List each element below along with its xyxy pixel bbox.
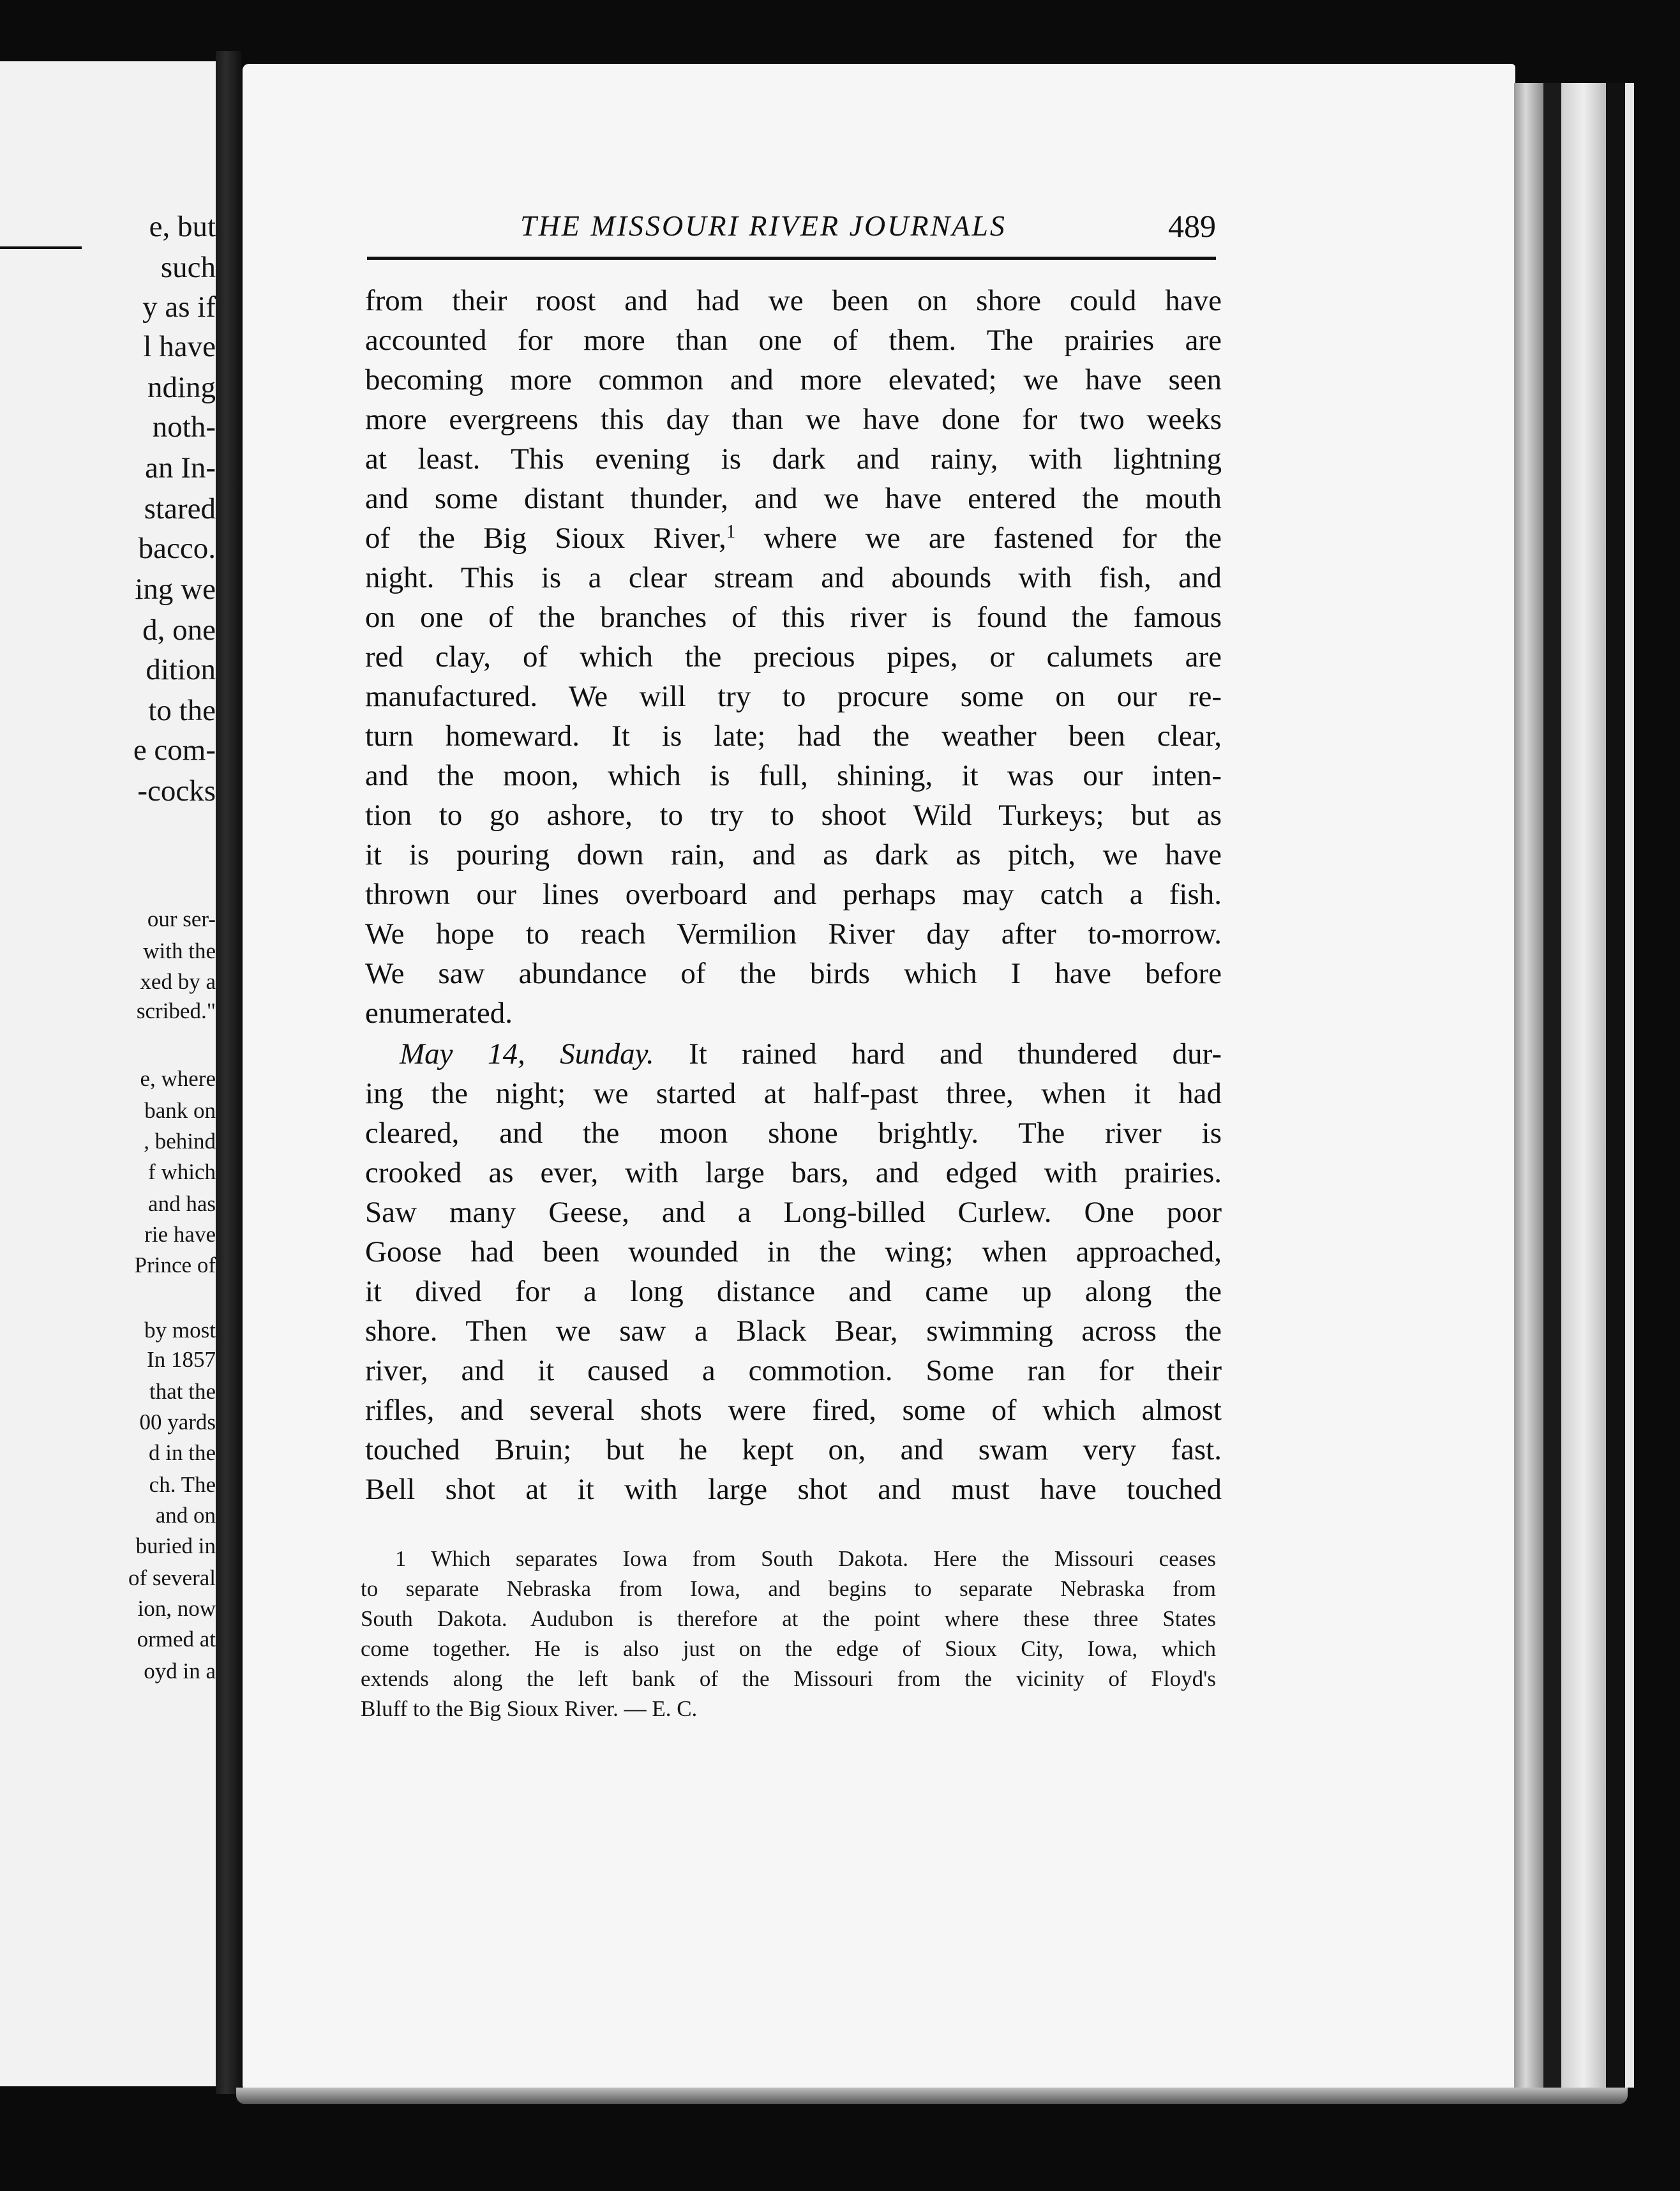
facing-left-page: [0, 61, 216, 2086]
page-edge: [1625, 83, 1634, 2088]
left-page-line: Prince of: [134, 1253, 216, 1277]
left-page-header-rule: [0, 246, 82, 249]
footnote-line: Bluff to the Big Sioux River. — E. C.: [361, 1696, 698, 1721]
footnote-line: come together. He is also just on the edge of Sioux City, Iowa, which: [361, 1636, 1216, 1661]
left-page-line: rie have: [144, 1222, 216, 1247]
left-page-line: y as if: [142, 290, 216, 324]
footnote-line: to separate Nebraska from Iowa, and begins to separate Nebraska from: [361, 1576, 1216, 1601]
left-page-line: stared: [144, 492, 216, 525]
page-edge-shadow: [1543, 83, 1561, 2088]
left-page-line: f which: [148, 1159, 216, 1184]
left-page-line: , behind: [144, 1129, 216, 1154]
text-line: it dived for a long distance and came up along the: [365, 1275, 1222, 1308]
left-page-line: nding: [147, 371, 216, 404]
text-run: It rained hard and thundered dur-: [654, 1037, 1222, 1071]
left-page-line: buried in: [135, 1533, 216, 1558]
left-page-line: with the: [143, 938, 216, 963]
text-line: ing the night; we started at half-past three, when it had: [365, 1077, 1222, 1110]
page-bottom-edge: [236, 2088, 1628, 2104]
text-line: Bell shot at it with large shot and must have touched: [365, 1473, 1222, 1506]
left-page-line: and on: [155, 1503, 216, 1528]
footnote-line: extends along the left bank of the Missouri from the vicinity of Floyd's: [361, 1666, 1216, 1691]
page-edge: [1561, 83, 1606, 2088]
left-page-line: oyd in a: [144, 1659, 216, 1683]
left-page-line: and has: [148, 1191, 216, 1216]
text-line-with-note-ref: [365, 518, 1222, 558]
left-page-line: e, but: [149, 210, 216, 243]
left-page-line: an In-: [145, 451, 216, 485]
text-line: and some distant thunder, and we have entered the mouth: [365, 482, 1222, 515]
text-line: red clay, of which the precious pipes, or calumets are: [365, 640, 1222, 674]
text-line: Goose had been wounded in the wing; when approached,: [365, 1235, 1222, 1269]
text-line: and the moon, which is full, shining, it was our inten-: [365, 759, 1222, 792]
footnote-reference: 1: [726, 521, 736, 542]
left-page-line: ion, now: [137, 1596, 216, 1621]
left-page-line: xed by a: [140, 969, 216, 994]
left-page-line: 00 yards: [139, 1410, 216, 1434]
text-line: cleared, and the moon shone brightly. The river is: [365, 1117, 1222, 1150]
text-line: more evergreens this day than we have done for two weeks: [365, 403, 1222, 436]
text-run: of the Big Sioux River,: [365, 522, 726, 555]
text-line: enumerated.: [365, 997, 513, 1030]
text-line: at least. This evening is dark and rainy, with lightning: [365, 442, 1222, 476]
left-page-line: e com-: [133, 734, 216, 767]
text-line: on one of the branches of this river is found the famous: [365, 601, 1222, 634]
page-edge-shadow: [1606, 83, 1625, 2088]
text-line: night. This is a clear stream and abounds with fish, and: [365, 561, 1222, 594]
left-page-line: our ser-: [147, 907, 216, 931]
diary-date-line: [365, 1034, 1222, 1074]
footnote-line: [361, 1544, 1216, 1574]
left-page-line: that the: [149, 1379, 216, 1404]
left-page-line: by most: [144, 1318, 216, 1343]
text-line: accounted for more than one of them. The prairies are: [365, 324, 1222, 357]
left-page-line: ormed at: [137, 1627, 216, 1652]
text-line: We saw abundance of the birds which I have before: [365, 957, 1222, 990]
left-page-line: ch. The: [149, 1472, 216, 1497]
text-run: where we are fastened for the: [735, 522, 1222, 555]
text-line: tion to go ashore, to try to shoot Wild Turkeys; but as: [365, 799, 1222, 832]
left-page-line: -cocks: [137, 774, 216, 808]
left-page-line: noth-: [152, 410, 216, 444]
left-page-line: to the: [148, 694, 216, 727]
left-page-line: such: [160, 251, 216, 284]
book-gutter: [216, 51, 241, 2094]
text-line: becoming more common and more elevated; we have seen: [365, 363, 1222, 396]
header-rule: [367, 257, 1216, 260]
left-page-line: d, one: [142, 614, 216, 647]
text-line: thrown our lines overboard and perhaps may catch a fish.: [365, 878, 1222, 911]
page-edge: [1514, 83, 1543, 2088]
text-line: turn homeward. It is late; had the weather been clear,: [365, 719, 1222, 753]
diary-date: May 14, Sunday.: [400, 1037, 654, 1071]
footnote-marker: 1: [395, 1546, 407, 1571]
text-run: Which separates Iowa from South Dakota. Here the Missouri ceases: [406, 1546, 1216, 1571]
left-page-line: l have: [143, 330, 216, 363]
running-title: THE MISSOURI RIVER JOURNALS: [520, 209, 1007, 242]
text-line: shore. Then we saw a Black Bear, swimming across the: [365, 1314, 1222, 1348]
left-page-line: bank on: [144, 1098, 216, 1123]
left-page-line: dition: [146, 653, 216, 686]
left-page-line: In 1857: [147, 1347, 216, 1372]
text-line: touched Bruin; but he kept on, and swam very fast.: [365, 1433, 1222, 1466]
left-page-line: d in the: [149, 1440, 216, 1465]
text-line: rifles, and several shots were fired, some of which almost: [365, 1394, 1222, 1427]
text-line: from their roost and had we been on shore could have: [365, 284, 1222, 317]
footnote-line: South Dakota. Audubon is therefore at the point where these three States: [361, 1606, 1216, 1631]
page-number: 489: [1168, 208, 1216, 244]
left-page-line: ing we: [135, 573, 216, 606]
left-page-line: bacco.: [138, 532, 216, 565]
text-line: Saw many Geese, and a Long-billed Curlew. One poor: [365, 1196, 1222, 1229]
text-line: manufactured. We will try to procure some on our re-: [365, 680, 1222, 713]
left-page-line: scribed.": [136, 998, 216, 1023]
text-line: We hope to reach Vermilion River day after to-morrow.: [365, 917, 1222, 951]
left-page-line: e, where: [140, 1066, 216, 1091]
text-line: it is pouring down rain, and as dark as pitch, we have: [365, 838, 1222, 871]
text-line: crooked as ever, with large bars, and edged with prairies.: [365, 1156, 1222, 1189]
left-page-line: of several: [128, 1565, 216, 1590]
running-header: [367, 201, 1216, 259]
text-line: river, and it caused a commotion. Some ran for their: [365, 1354, 1222, 1387]
